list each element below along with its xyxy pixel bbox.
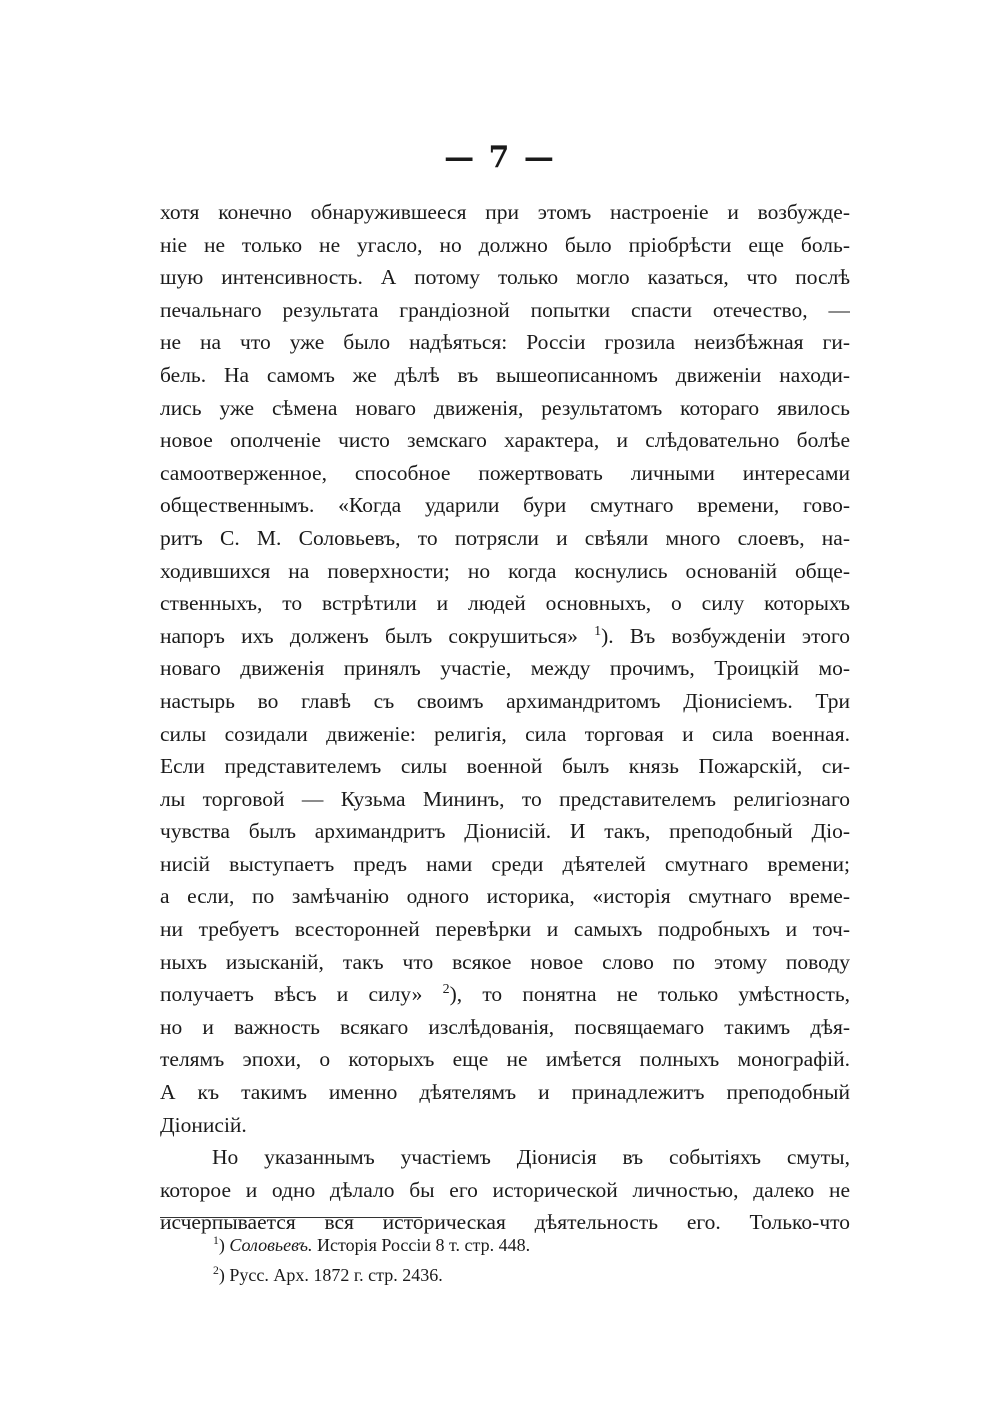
text-line: новаго движенiя принялъ участiе, между прочимъ, Троицкiй мо- xyxy=(160,656,850,681)
footnotes xyxy=(213,1230,813,1290)
text-line: бель. На самомъ же дѣлѣ въ вышеописанномъ движенiи находи- xyxy=(160,362,850,387)
footnote-text: Русс. Арх. 1872 г. стр. 2436. xyxy=(224,1265,443,1285)
footnote-text: Исторiя Россiи 8 т. стр. 448. xyxy=(312,1235,531,1255)
footnote-2: $^2$) Русс. Арх. 1872 г. стр. 2436. xyxy=(213,1264,443,1285)
text-line: печальнаго результата грандiозной попытки спасти отечество, — xyxy=(160,297,850,322)
text-line: общественнымъ. «Когда ударили бури смутнаго времени, гово- xyxy=(160,493,850,518)
text-line-with-footnote-1 xyxy=(160,620,850,653)
text-line: но и важность всякаго изслѣдованiя, посвящаемаго такимъ дѣя- xyxy=(160,1014,850,1039)
text-line: не на что уже было надѣяться: Россiи грозила неизбѣжная ги- xyxy=(160,330,850,355)
text-line-with-footnote-2 xyxy=(160,978,850,1011)
text-line: Дiонисiй. xyxy=(160,1112,247,1137)
text-line: лы торговой — Кузьма Мининъ, то представителемъ религiознаго xyxy=(160,786,850,811)
footnote-ref-1[interactable]: 1 xyxy=(594,623,602,639)
text-line: исчерпывается вся историческая дѣятельность его. Только-что xyxy=(160,1210,850,1235)
body-text xyxy=(160,196,850,1239)
text-line: ритъ С. М. Соловьевъ, то потрясли и свѣяли много слоевъ, на- xyxy=(160,525,850,550)
text-line: чувства былъ архимандритъ Дiонисiй. И такъ, преподобный Дiо- xyxy=(160,819,850,844)
text-line: ныхъ изысканiй, такъ что всякое новое слово по этому поводу xyxy=(160,949,850,974)
text-line: А къ такимъ именно дѣятелямъ и принадлежитъ преподобный xyxy=(160,1080,850,1105)
text-line: ни требуетъ всесторонней перевѣрки и самыхъ подробныхъ и точ- xyxy=(160,917,850,942)
text-line: лись уже сѣмена новаго движенiя, результатомъ котораго явилось xyxy=(160,395,850,420)
text-line: шую интенсивность. А потому только могло казаться, что послѣ xyxy=(160,265,850,290)
footnote-ref-2[interactable]: 2 xyxy=(442,982,450,998)
text-line: ходившихся на поверхности; но когда коснулись основанiй обще- xyxy=(160,558,850,583)
footnote-mark: 1 xyxy=(213,1234,219,1247)
text-line: нiе не только не угасло, но должно было прiобрѣсти еще боль- xyxy=(160,232,850,257)
text-fragment: ). Въ возбужденiи этого xyxy=(601,623,850,648)
text-line: а если, по замѣчанiю одного историка, «исторiя смутнаго време- xyxy=(160,884,850,909)
text-line: нисiй выступаетъ предъ нами среди дѣятелей смутнаго времени; xyxy=(160,851,850,876)
text-line: настырь во главѣ съ своимъ архимандритомъ Дiонисiемъ. Три xyxy=(160,688,850,713)
text-fragment: получаетъ вѣсъ и силу» xyxy=(160,982,423,1007)
text-line: телямъ эпохи, о которыхъ еще не имѣется полныхъ монографiй. xyxy=(160,1047,850,1072)
page-number: — 7 — xyxy=(444,140,556,175)
text-line: самоотверженное, способное пожертвовать личными интересами xyxy=(160,460,850,485)
text-line: которое и одно дѣлало бы его исторической личностью, далеко не xyxy=(160,1177,850,1202)
footnote-author: Соловьевъ. xyxy=(229,1235,313,1255)
footnote-1: $^1$) Соловьевъ. Исторiя Россiи 8 т. стр. 448. xyxy=(213,1234,531,1255)
text-fragment: ), то понятна не только умѣстность, xyxy=(449,982,850,1007)
paragraph-start-line: Но указаннымъ участiемъ Дiонисiя въ событiяхъ смуты, xyxy=(212,1145,850,1170)
text-line: хотя конечно обнаружившееся при этомъ настроенiе и возбужде- xyxy=(160,200,850,224)
text-line: Если представителемъ силы военной былъ князь Пожарскiй, си- xyxy=(160,754,850,779)
text-line: ственныхъ, то встрѣтили и людей основныхъ, о силу которыхъ xyxy=(160,591,850,616)
footnote-divider xyxy=(160,1217,422,1218)
text-line: силы созидали движенiе: религiя, сила торговая и сила военная. xyxy=(160,721,850,746)
footnote-mark: 2 xyxy=(213,1264,219,1277)
text-fragment: напоръ ихъ долженъ былъ сокрушиться» xyxy=(160,623,578,648)
text-line: новое ополченiе чисто земскаго характера, и слѣдовательно болѣе xyxy=(160,428,850,453)
